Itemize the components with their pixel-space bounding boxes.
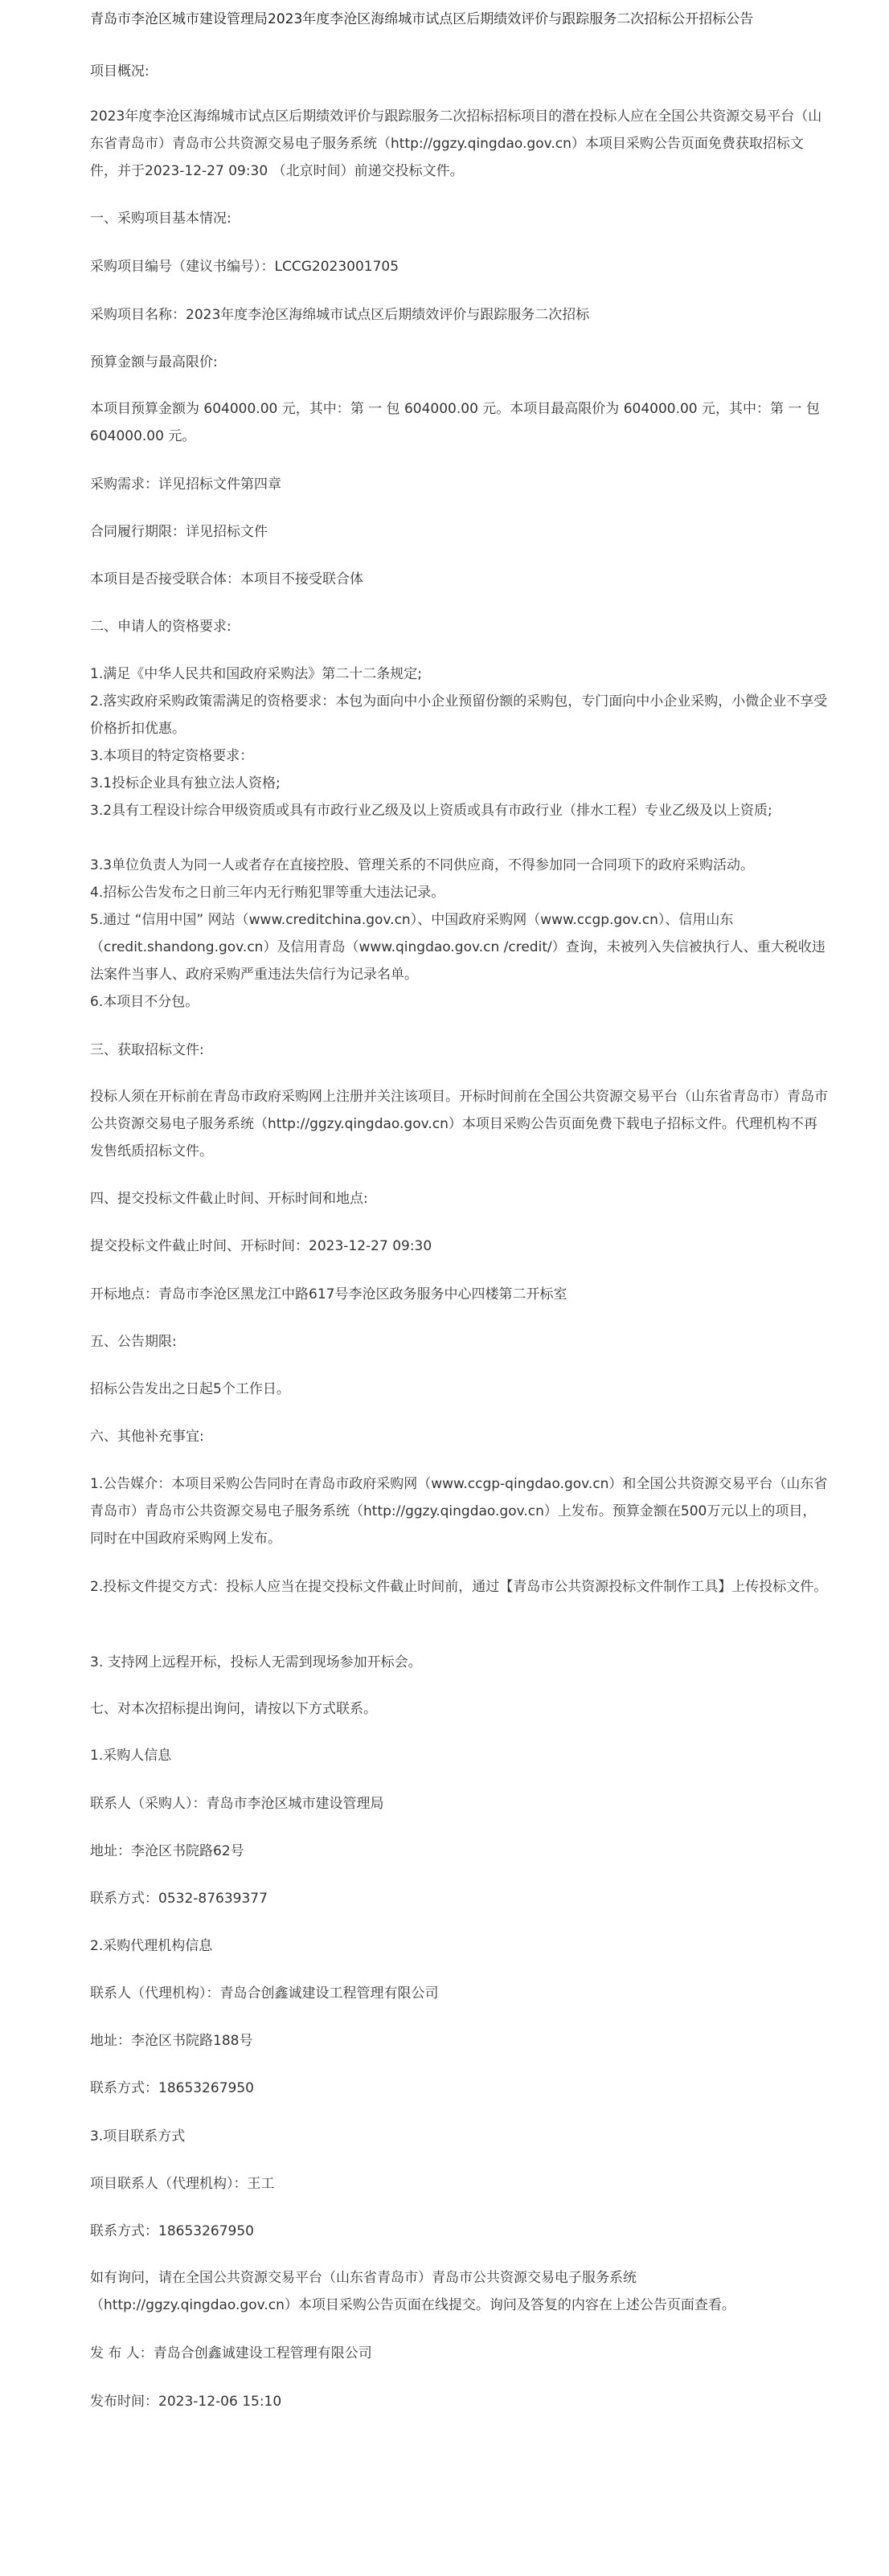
budget-heading: 预算金额与最高限价: <box>90 354 218 370</box>
procurement-demand: 采购需求：详见招标文件第四章 <box>90 476 281 493</box>
section-4-heading: 四、提交投标文件截止时间、开标时间和地点: <box>90 1191 368 1207</box>
section-2-heading: 二、申请人的资格要求: <box>90 619 231 635</box>
bid-opening-location: 开标地点：青岛市李沧区黑龙江中路617号李沧区政务服务中心四楼第二开标室 <box>90 1286 567 1302</box>
supplement-3: 3. 支持网上远程开标，投标人无需到现场参加开标会。 <box>90 1654 422 1670</box>
requirement-1: 1.满足《中华人民共和国政府采购法》第二十二条规定; <box>90 666 422 682</box>
publish-time: 发布时间：2023-12-06 15:10 <box>90 2394 282 2410</box>
requirement-2: 2.落实政府采购政策需满足的资格要求：本包为面向中小企业预留份额的采购包，专门面向中小企业采购，小微企业不享受价格折扣优惠。 <box>90 693 828 737</box>
section-5-heading: 五、公告期限: <box>90 1334 177 1350</box>
overview-heading: 项目概况: <box>90 63 150 80</box>
project-contact-heading: 3.项目联系方式 <box>90 2128 186 2145</box>
purchaser-phone: 联系方式：0532-87639377 <box>90 1891 268 1907</box>
section-3-text: 投标人须在开标前在青岛市政府采购网上注册并关注该项目。开标时间前在全国公共资源交易平台（山东省青岛市）青岛市公共资源交易电子服务系统（http://ggzy.qingdao.gov.cn）本项目采购公告页面免费下载电子招标文件。代理机构不再发售纸质招标文件。 <box>90 1089 828 1159</box>
agency-heading: 2.采购代理机构信息 <box>90 1938 213 1954</box>
purchaser-heading: 1.采购人信息 <box>90 1748 172 1764</box>
agency-phone: 联系方式：18653267950 <box>90 2080 254 2096</box>
agency-address: 地址：李沧区书院路188号 <box>90 2033 253 2049</box>
requirement-3-1: 3.1投标企业具有独立法人资格; <box>90 775 281 791</box>
inquiry-text: 如有询问，请在全国公共资源交易平台（山东省青岛市）青岛市公共资源交易电子服务系统（http://ggzy.qingdao.gov.cn）本项目采购公告页面在线提交。询问及答复的内容在上述公告页面查看。 <box>90 2270 735 2313</box>
section-3-heading: 三、获取招标文件: <box>90 1042 204 1058</box>
requirement-4: 4.招标公告发布之日前三年内无行贿犯罪等重大违法记录。 <box>90 885 445 901</box>
project-contact-name: 项目联系人（代理机构）：王工 <box>90 2176 275 2192</box>
publisher: 发 布 人：青岛合创鑫诚建设工程管理有限公司 <box>90 2345 372 2361</box>
purchaser-address: 地址：李沧区书院路62号 <box>90 1843 244 1859</box>
bid-deadline: 提交投标文件截止时间、开标时间：2023-12-27 09:30 <box>90 1238 432 1254</box>
section-6-heading: 六、其他补充事宜: <box>90 1429 204 1445</box>
page-title: 青岛市李沧区城市建设管理局2023年度李沧区海绵城市试点区后期绩效评价与跟踪服务二次招标公开招标公告 <box>90 11 754 27</box>
budget-text: 本项目预算金额为 604000.00 元，其中：第 一 包 604000.00 元。本项目最高限价为 604000.00 元，其中：第 一 包 604000.00 元。 <box>90 401 820 444</box>
consortium-policy: 本项目是否接受联合体：本项目不接受联合体 <box>90 571 363 587</box>
requirement-3-2: 3.2具有工程设计综合甲级资质或具有市政行业乙级及以上资质或具有市政行业（排水工程）专业乙级及以上资质; <box>90 803 772 819</box>
contract-period: 合同履行期限：详见招标文件 <box>90 524 268 540</box>
requirement-5: 5.通过 “信用中国” 网站（www.creditchina.gov.cn）、中国政府采购网（www.ccgp.gov.cn）、信用山东（credit.shandong.gov.cn）及信用青岛（www.qingdao.gov.cn /credit/）查询，未被列入失信被执行人、重大税收违法案件当事人、政府采购严重违法失信行为记录名单。 <box>90 912 826 983</box>
supplement-2: 2.投标文件提交方式：投标人应当在提交投标文件截止时间前，通过【青岛市公共资源投标文件制作工具】上传投标文件。 <box>90 1579 828 1595</box>
requirement-3: 3.本项目的特定资格要求： <box>90 748 254 764</box>
section-5-text: 招标公告发出之日起5个工作日。 <box>90 1381 290 1397</box>
agency-name: 联系人（代理机构）：青岛合创鑫诚建设工程管理有限公司 <box>90 1985 439 2002</box>
project-number: 采购项目编号（建议书编号）：LCCG2023001705 <box>90 259 399 275</box>
project-name: 采购项目名称：2023年度李沧区海绵城市试点区后期绩效评价与跟踪服务二次招标 <box>90 307 590 323</box>
overview-text: 2023年度李沧区海绵城市试点区后期绩效评价与跟踪服务二次招标招标项目的潜在投标人应在全国公共资源交易平台（山东省青岛市）青岛市公共资源交易电子服务系统（http://ggzy.qingdao.gov.cn）本项目采购公告页面免费获取招标文件，并于2023-12-27 09:30 （北京时间）前递交投标文件。 <box>90 108 822 179</box>
requirement-3-3: 3.3单位负责人为同一人或者存在直接控股、管理关系的不同供应商，不得参加同一合同项下的政府采购活动。 <box>90 857 755 873</box>
section-7-heading: 七、对本次招标提出询问，请按以下方式联系。 <box>90 1701 377 1717</box>
project-contact-phone: 联系方式：18653267950 <box>90 2223 254 2239</box>
purchaser-name: 联系人（采购人）：青岛市李沧区城市建设管理局 <box>90 1796 384 1812</box>
requirement-6: 6.本项目不分包。 <box>90 994 199 1010</box>
section-1-heading: 一、采购项目基本情况: <box>90 211 231 227</box>
supplement-1: 1.公告媒介：本项目采购公告同时在青岛市政府采购网（www.ccgp-qingdao.gov.cn）和全国公共资源交易平台（山东省青岛市）青岛市公共资源交易电子服务系统（http://ggzy.qingdao.gov.cn）上发布。预算金额在500万元以上的项目，同时在中国政府采购网上发布。 <box>90 1476 828 1547</box>
